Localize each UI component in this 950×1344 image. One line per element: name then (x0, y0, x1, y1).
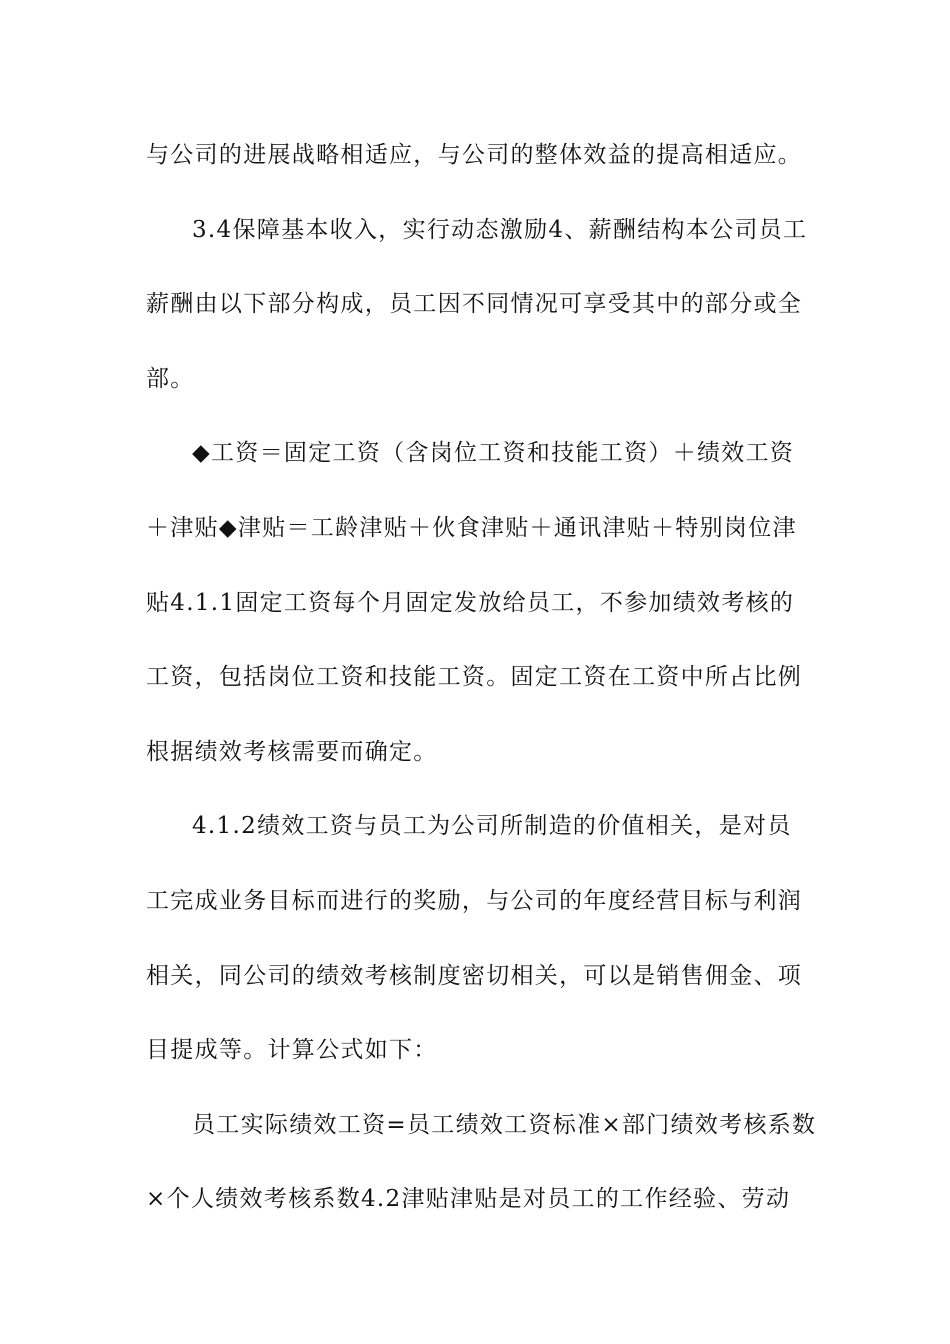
paragraph-salary-structure (146, 193, 806, 417)
text-line: 员工实际绩效工资=员工绩效工资标准×部门绩效考核系数 (192, 1111, 817, 1138)
text-line: 4.1.2绩效工资与员工为公司所制造的价值相关，是对员 (192, 813, 792, 840)
text-line: ◆工资＝固定工资（含岗位工资和技能工资）＋绩效工资 (192, 440, 795, 467)
text-line: 3.4保障基本收入，实行动态激励4、薪酬结构本公司员工 (192, 216, 808, 243)
text-line: 工资，包括岗位工资和技能工资。固定工资在工资中所占比例 (146, 664, 803, 691)
paragraph-performance-wage (146, 789, 806, 1087)
text-line: 薪酬由以下部分构成，员工因不同情况可享受其中的部分或全 (146, 291, 803, 318)
document-body (146, 118, 817, 1237)
text-line: 根据绩效考核需要而确定。 (146, 738, 438, 765)
text-line: ×个人绩效考核系数4.2津贴津贴是对员工的工作经验、劳动 (146, 1186, 791, 1213)
text-line: ＋津贴◆津贴＝工龄津贴＋伙食津贴＋通讯津贴＋特别岗位津 (146, 514, 797, 541)
paragraph-strategy (146, 118, 806, 193)
text-line: 相关，同公司的绩效考核制度密切相关，可以是销售佣金、项 (146, 962, 803, 989)
paragraph-wage-formula (146, 416, 806, 789)
text-line: 工完成业务目标而进行的奖励，与公司的年度经营目标与利润 (146, 887, 803, 914)
text-line: 与公司的进展战略相适应，与公司的整体效益的提高相适应。 (146, 142, 803, 168)
text-line: 贴4.1.1固定工资每个月固定发放给员工，不参加绩效考核的 (146, 589, 795, 616)
paragraph-calculation-formula (146, 1088, 817, 1237)
text-line: 目提成等。计算公式如下： (146, 1037, 438, 1064)
text-line: 部。 (146, 365, 195, 392)
